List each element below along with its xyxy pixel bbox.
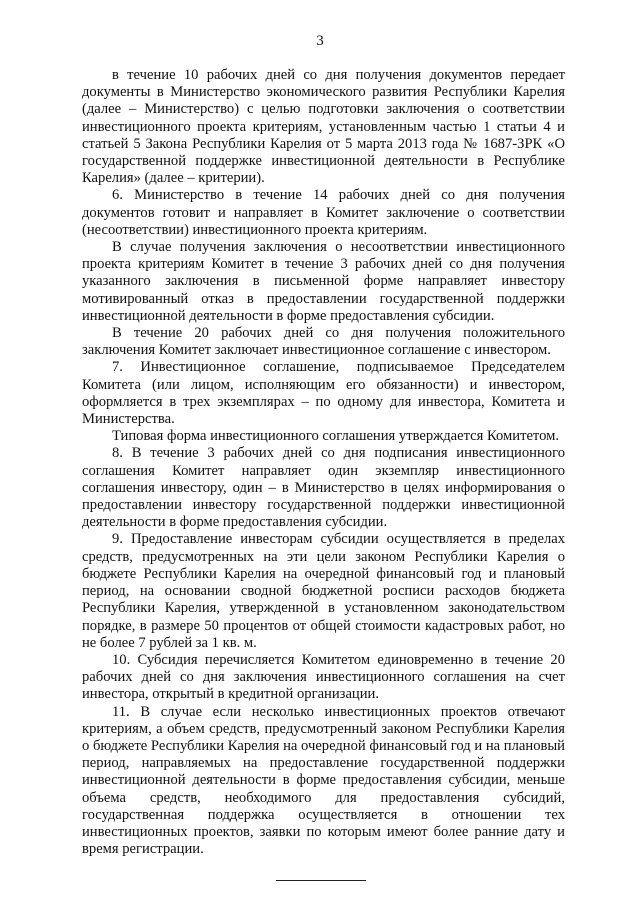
footer-divider: [276, 880, 366, 881]
paragraph-standard-form: Типовая форма инвестиционного соглашения утверждается Комитетом.: [112, 428, 560, 445]
paragraph-continuation: в течение 10 рабочих дней со дня получения документов передает документы в Министерство экономического развития Республики Карелия (далее – Министерство) с целью подготовки заключения о соответствии инвестиционного проекта критериям, установленным частью 1 статьи 4 и статьей 5 Закона Республики Карелия от 5 марта 2013 года № 1687-ЗРК «О государственной поддержке инвестиционной деятельности в Республике Карелия» (далее – критерии).: [82, 67, 565, 187]
document-body: [82, 67, 565, 858]
paragraph-rejection: В случае получения заключения о несоответствии инвестиционного проекта критериям Комитет в течение 3 рабочих дней со дня получения указанного заключения в письменной форме направляет инвестору мотивированный отказ в предоставлении государственной поддержки инвестиционной деятельности в форме предоставления субсидии.: [82, 239, 565, 324]
paragraph-item-6: 6. Министерство в течение 14 рабочих дней со дня получения документов готовит и направляет в Комитет заключение о соответствии (несоответствии) инвестиционного проекта критериям.: [82, 187, 565, 238]
paragraph-item-8: 8. В течение 3 рабочих дней со дня подписания инвестиционного соглашения Комитет направляет один экземпляр инвестиционного соглашения инвестору, один – в Министерство в целях информирования о предоставлении инвестору государственной поддержки инвестиционной деятельности в форме предоставления субсидии.: [82, 445, 565, 531]
paragraph-item-9: 9. Предоставление инвесторам субсидии осуществляется в пределах средств, предусмотренных на эти цели законом Республики Карелия о бюджете Республики Карелия на очередной финансовый год и плановый период, на основании сводной бюджетной росписи расходов бюджета Республики Карелия, утвержденной в установленном законодательством порядке, в размере 50 процентов от общей стоимости кадастровых работ, но не более 7 рублей за 1 кв. м.: [82, 531, 565, 651]
paragraph-agreement-conclusion: В течение 20 рабочих дней со дня получения положительного заключения Комитет заключает инвестиционное соглашение с инвестором.: [82, 325, 565, 359]
page-number: 3: [316, 33, 324, 49]
paragraph-item-10: 10. Субсидия перечисляется Комитетом единовременно в течение 20 рабочих дней со дня заключения инвестиционного соглашения на счет инвестора, открытый в кредитной организации.: [82, 651, 565, 703]
paragraph-item-7: 7. Инвестиционное соглашение, подписываемое Председателем Комитета (или лицом, исполняющим его обязанности) и инвестором, оформляется в трех экземплярах – по одному для инвестора, Комитета и Министерства.: [82, 359, 565, 428]
paragraph-item-11: 11. В случае если несколько инвестиционных проектов отвечают критериям, а объем средств, предусмотренный законом Республики Карелия о бюджете Республики Карелия на очередной финансовый год и на плановый период, направляемых на предоставление государственной поддержки инвестиционной деятельности в форме предоставления субсидии, меньше объема средств, необходимого для предоставления субсидий, государственная поддержка осуществляется в отношении тех инвестиционных проектов, заявки по которым имеют более ранние дату и время регистрации.: [82, 703, 565, 858]
